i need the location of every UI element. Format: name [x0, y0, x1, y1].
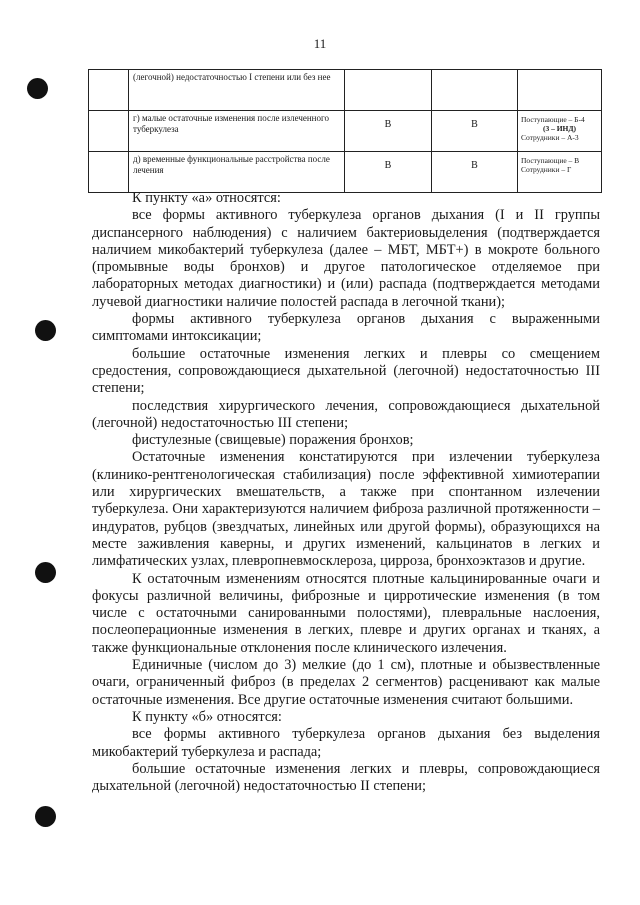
grade-cell-a: В [345, 152, 432, 193]
page-number: 11 [313, 36, 327, 51]
category-line: (3 – ИНД) [542, 124, 577, 133]
paragraph: К пункту «б» относятся: [132, 708, 282, 725]
paragraph: большие остаточные изменения легких и плевры со смещением средостения, сопровождающиеся дыхательной (легочной) недостаточностью III степени; [92, 345, 600, 397]
body-text [92, 190, 600, 795]
grade-cell-a [345, 70, 432, 111]
table-row [89, 70, 602, 111]
category-line: Сотрудники – А-3 [521, 133, 579, 142]
paragraph: К пункту «а» относятся: [132, 190, 281, 206]
requirements-table [88, 69, 602, 193]
grade-cell-b [432, 70, 518, 111]
punch-hole-4 [35, 806, 56, 827]
grade-cell-b: В [432, 152, 518, 193]
grade-cell-a: В [345, 111, 432, 152]
punch-hole-1 [27, 78, 48, 99]
grade-cell-b: В [432, 111, 518, 152]
paragraph: последствия хирургического лечения, сопровождающиеся дыхательной (легочной) недостаточностью III степени; [92, 397, 600, 431]
table-row [89, 111, 602, 152]
condition-description: д) временные функциональные расстройства после лечения [129, 152, 345, 193]
paragraph: Остаточные изменения констатируются при излечении туберкулеза (клинико-рентгенологическая стабилизация) после эффективной химиотерапии или хирургических вмешательств, а также при спонтанном излечении туберкулеза. Они характеризуются наличием фиброза различной протяженности – индуратов, рубцов (звездчатых, линейных или другой формы), образующихся на месте заживления каверны, и других изменений, кальцинатов в легких и лимфатических узлах, плевропневмосклероза, цирроза, бронхоэктазов и другие. [92, 449, 600, 570]
paragraph: большие остаточные изменения легких и плевры, сопровождающиеся дыхательной (легочной) недостаточностью II степени; [92, 760, 600, 795]
paragraph: все формы активного туберкулеза органов дыхания без выделения микобактерий туберкулеза и распада; [92, 726, 600, 760]
punch-hole-3 [35, 562, 56, 583]
paragraph: К остаточным изменениям относятся плотные кальцинированные очаги и фокусы различной величины, фиброзные и цирротические изменения (в том числе с остаточными санированными полостями), плевральные наслоения, послеоперационные изменения в легких, плевре и других органах и тканях, а также функциональные отклонения после клинического излечения. [92, 570, 600, 656]
article-cell [89, 70, 129, 111]
paragraph: все формы активного туберкулеза органов дыхания (I и II группы диспансерного наблюдения) с наличием бактериовыделения (подтверждается наличием микобактерий туберкулеза (далее – МБТ, МБТ+) в мокроте больного (промывные воды бронхов) и другое патологическое отделяемое при лабораторных методах диагностики) и (или) распада (подтверждается методами лучевой диагностики наличие полостей распада в легочной ткани); [92, 207, 600, 310]
category-line: Поступающие – Б-4 [521, 115, 585, 124]
condition-description: (легочной) недостаточностью I степени или без нее [129, 70, 345, 111]
paragraph: формы активного туберкулеза органов дыхания с выраженными симптомами интоксикации; [92, 311, 600, 345]
table-row [89, 152, 602, 193]
category-cell [518, 111, 602, 152]
category-cell [518, 152, 602, 193]
category-cell [518, 70, 602, 111]
punch-hole-2 [35, 320, 56, 341]
article-cell [89, 111, 129, 152]
category-line: Сотрудники – Г [521, 165, 572, 174]
paragraph: Единичные (числом до 3) мелкие (до 1 см), плотные и обызвествленные очаги, ограниченный фиброз (в пределах 2 сегментов) расценивают как малые остаточные изменения. Все другие остаточные изменения считают большими. [92, 657, 600, 708]
category-line: Поступающие – В [521, 156, 580, 165]
article-cell [89, 152, 129, 193]
paragraph: фистулезные (свищевые) поражения бронхов; [132, 432, 414, 449]
condition-description: г) малые остаточные изменения после излеченного туберкулеза [129, 111, 345, 152]
